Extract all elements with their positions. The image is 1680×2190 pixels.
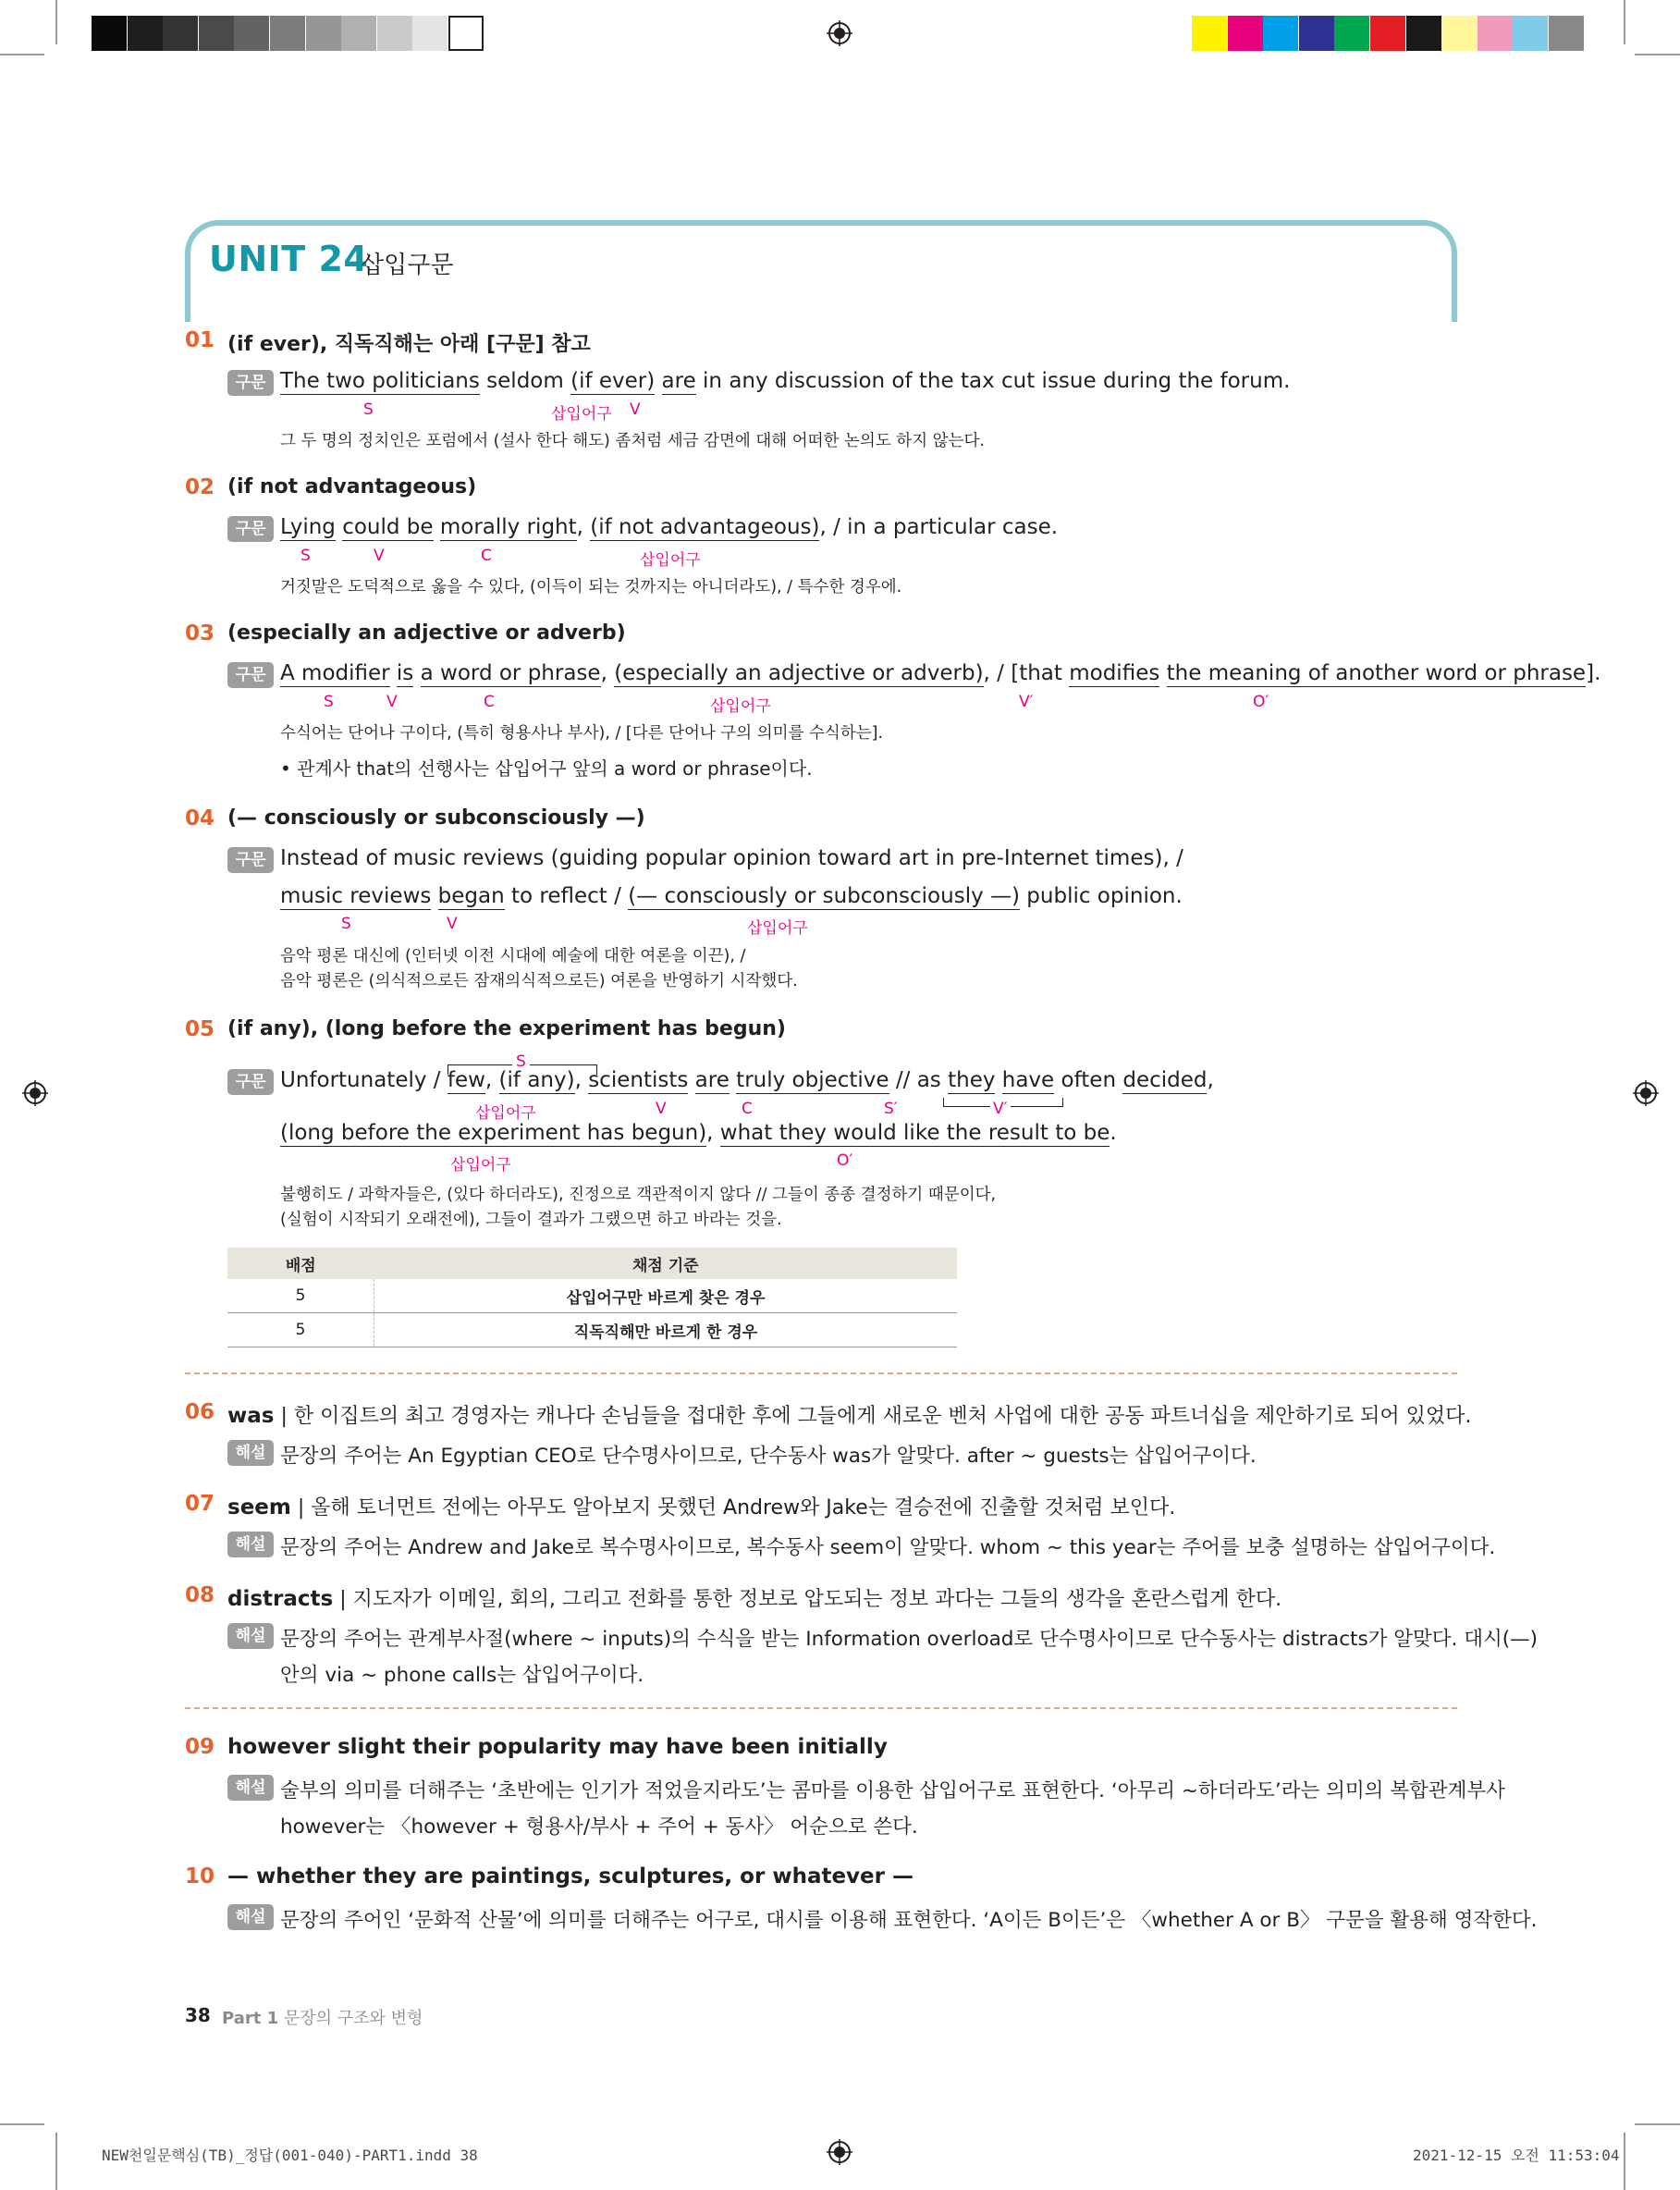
color-swatch	[92, 16, 127, 51]
answer-line: distracts | 지도자가 이메일, 회의, 그리고 전화를 통한 정보로 압도되는 정보 과다는 그들의 생각을 혼란스럽게 한다.	[227, 1587, 1282, 1611]
question-number: 08	[185, 1583, 215, 1607]
grammar-tag: S′	[884, 1100, 898, 1118]
grammar-note: • 관계사 that의 선행사는 삽입어구 앞의 a word or phrase이다.	[280, 757, 813, 780]
question-heading: (— consciously or subconsciously —)	[227, 806, 645, 830]
grammar-tag: V	[374, 547, 385, 565]
question-number: 09	[185, 1735, 215, 1759]
table-row	[227, 1279, 957, 1313]
haeseol-badge: 해설	[227, 1532, 274, 1557]
crop-mark	[1624, 2133, 1625, 2190]
korean-translation: 수식어는 단어나 구이다, (특히 형용사나 부사), / [다른 단어나 구의 의미를 수식하는].	[280, 724, 884, 743]
registration-mark-icon	[22, 1080, 48, 1106]
color-swatch	[412, 16, 448, 51]
korean-translation: 거짓말은 도덕적으로 옳을 수 있다, (이득이 되는 것까지는 아니더라도), / 특수한 경우에.	[280, 578, 902, 597]
grammar-tag: S	[300, 547, 311, 565]
haeseol-badge: 해설	[227, 1775, 274, 1801]
table-header: 채점 기준	[374, 1248, 958, 1279]
question-number: 03	[185, 621, 215, 646]
grammar-tag: V	[656, 1100, 667, 1118]
grammar-tag: C	[742, 1100, 753, 1118]
file-slug: NEW천일문핵심(TB)_정답(001-040)-PART1.indd 38	[102, 2147, 478, 2164]
color-swatch	[1263, 16, 1298, 51]
color-swatch	[377, 16, 412, 51]
grammar-tag: 삽입어구	[475, 1104, 536, 1123]
explanation: 문장의 주어는 An Egyptian CEO로 단수명사이므로, 단수동사 was가 알맞다. after ~ guests는 삽입어구이다.	[280, 1445, 1257, 1468]
color-swatch	[234, 16, 269, 51]
grammar-tag: V	[447, 915, 458, 933]
color-swatch	[1299, 16, 1334, 51]
example-sentence-line2: music reviews began to reflect / (— consciously or subconsciously —) public opinion.	[280, 884, 1183, 908]
gumun-badge: 구문	[227, 847, 274, 873]
crop-mark	[55, 0, 57, 44]
grammar-tag: S	[324, 693, 334, 711]
crop-mark	[0, 54, 44, 55]
explanation: 문장의 주어는 관계부사절(where ~ inputs)의 수식을 받는 Information overload로 단수명사이므로 단수동사는 distracts가 알맞다. 대시(—)	[280, 1628, 1539, 1651]
running-footer: Part 1 문장의 구조와 변형	[222, 2009, 423, 2028]
grammar-tag: V	[386, 693, 398, 711]
page-number: 38	[185, 2004, 211, 2026]
section-divider	[185, 1372, 1457, 1374]
color-swatch	[1370, 16, 1405, 51]
color-swatch	[1228, 16, 1263, 51]
haeseol-badge: 해설	[227, 1904, 274, 1930]
explanation: 안의 via ~ phone calls는 삽입어구이다.	[280, 1664, 644, 1687]
korean-translation: 음악 평론 대신에 (인터넷 이전 시대에 예술에 대한 여론을 이끈), /	[280, 947, 746, 966]
explanation: 술부의 의미를 더해주는 ‘초반에는 인기가 적었을지라도’는 콤마를 이용한 삽입어구로 표현한다. ‘아무리 ~하더라도’라는 의미의 복합관계부사	[280, 1779, 1505, 1802]
question-number: 01	[185, 328, 215, 352]
table-cell: 삽입어구만 바르게 찾은 경우	[374, 1279, 958, 1313]
grammar-tag: O′	[837, 1151, 853, 1170]
color-swatch	[1406, 16, 1441, 51]
example-sentence-line1: Unfortunately / few, (if any), scientists are truly objective // as they have often decided,	[280, 1068, 1214, 1092]
color-swatch	[1513, 16, 1548, 51]
table-header: 배점	[227, 1248, 374, 1279]
grammar-tag: O′	[1253, 693, 1269, 711]
question-number: 06	[185, 1400, 215, 1424]
table-cell: 직독직해만 바르게 한 경우	[374, 1313, 958, 1347]
question-heading: (especially an adjective or adverb)	[227, 621, 626, 645]
registration-mark-icon	[827, 2139, 852, 2165]
grammar-tag: 삽입어구	[551, 405, 612, 424]
answer-line: — whether they are paintings, sculptures, or whatever —	[227, 1864, 914, 1889]
color-swatch	[306, 16, 341, 51]
registration-mark-icon	[1633, 1080, 1659, 1106]
grammar-tag: 삽입어구	[710, 697, 771, 716]
explanation: 문장의 주어인 ‘문화적 산물’에 의미를 더해주는 어구로, 대시를 이용해 표현한다. ‘A이든 B이든’은 〈whether A or B〉 구문을 활용해 영작한다.	[280, 1909, 1538, 1932]
grammar-tag: V′	[990, 1100, 1011, 1118]
haeseol-badge: 해설	[227, 1440, 274, 1466]
korean-translation: 불행히도 / 과학자들은, (있다 하더라도), 진정으로 객관적이지 않다 // 그들이 종종 결정하기 때문이다,	[280, 1186, 997, 1204]
color-swatch	[1478, 16, 1513, 51]
color-swatch	[341, 16, 376, 51]
grammar-tag: S	[341, 915, 351, 933]
grammar-tag: C	[481, 547, 492, 565]
gumun-badge: 구문	[227, 370, 274, 396]
table-cell: 5	[227, 1279, 374, 1313]
example-sentence: Lying could be morally right, (if not advantageous), / in a particular case.	[280, 515, 1059, 539]
table-cell: 5	[227, 1313, 374, 1347]
question-number: 05	[185, 1017, 215, 1041]
color-swatch	[1549, 16, 1584, 51]
color-swatch	[128, 16, 163, 51]
color-swatch	[1192, 16, 1227, 51]
question-heading: (if not advantageous)	[227, 475, 477, 498]
question-heading: (if ever), 직독직해는 아래 [구문] 참고	[227, 333, 591, 356]
korean-translation: 음악 평론은 (의식적으로든 잠재의식적으로든) 여론을 반영하기 시작했다.	[280, 972, 798, 990]
example-sentence-line1: Instead of music reviews (guiding popular opinion toward art in pre-Internet times), /	[280, 846, 1183, 870]
question-number: 07	[185, 1492, 215, 1516]
table-row	[227, 1313, 957, 1347]
example-sentence-line2: (long before the experiment has begun), what they would like the result to be.	[280, 1121, 1117, 1145]
crop-mark	[1624, 0, 1625, 44]
gumun-badge: 구문	[227, 662, 274, 688]
korean-translation: (실험이 시작되기 오래전에), 그들이 결과가 그랬으면 하고 바라는 것을.	[280, 1211, 782, 1229]
answer-line: seem | 올해 토너먼트 전에는 아무도 알아보지 못했던 Andrew와 Jake는 결승전에 진출할 것처럼 보인다.	[227, 1495, 1176, 1519]
grammar-tag: V′	[1019, 693, 1034, 711]
gumun-badge: 구문	[227, 516, 274, 542]
question-number: 10	[185, 1864, 215, 1889]
grammar-tag: C	[484, 693, 495, 711]
haeseol-badge: 해설	[227, 1623, 274, 1649]
registration-mark-icon	[827, 20, 852, 46]
color-swatch	[1334, 16, 1369, 51]
unit-subtitle: 삽입구문	[361, 252, 454, 279]
grammar-tag: 삽입어구	[640, 551, 701, 570]
color-swatch	[199, 16, 234, 51]
color-swatch	[270, 16, 305, 51]
grammar-tag: S	[363, 400, 374, 419]
section-divider	[185, 1707, 1457, 1709]
example-sentence: A modifier is a word or phrase, (especially an adjective or adverb), / [that modifies the meaning of another word or phrase].	[280, 661, 1601, 685]
explanation: 문장의 주어는 Andrew and Jake로 복수명사이므로, 복수동사 seem이 알맞다. whom ~ this year는 주어를 보충 설명하는 삽입어구이다.	[280, 1536, 1496, 1559]
table-header-row	[227, 1248, 957, 1279]
gumun-badge: 구문	[227, 1069, 274, 1095]
crop-mark	[55, 2133, 57, 2190]
scoring-table	[227, 1248, 957, 1347]
grammar-tag: 삽입어구	[747, 919, 808, 938]
grammar-tag: S	[512, 1052, 530, 1071]
unit-title: UNIT 24	[209, 239, 369, 279]
explanation: however는 〈however + 형용사/부사 + 주어 + 동사〉 어순으로 쓴다.	[280, 1815, 918, 1839]
question-number: 02	[185, 475, 215, 499]
color-swatch	[1441, 16, 1477, 51]
crop-mark	[1635, 2123, 1680, 2125]
color-swatch	[163, 16, 198, 51]
question-number: 04	[185, 806, 215, 830]
korean-translation: 그 두 명의 정치인은 포럼에서 (설사 한다 해도) 좀처럼 세금 감면에 대해 어떠한 논의도 하지 않는다.	[280, 432, 985, 450]
color-swatch	[448, 16, 484, 51]
question-heading: (if any), (long before the experiment has begun)	[227, 1017, 786, 1040]
crop-mark	[1635, 54, 1680, 55]
answer-line: however slight their popularity may have been initially	[227, 1735, 888, 1759]
grammar-tag: 삽입어구	[450, 1156, 511, 1175]
grammar-tag: V	[630, 400, 641, 419]
example-sentence: The two politicians seldom (if ever) are in any discussion of the tax cut issue during the forum.	[280, 369, 1291, 393]
answer-line: was | 한 이집트의 최고 경영자는 캐나다 손님들을 접대한 후에 그들에게 새로운 벤처 사업에 대한 공동 파트너십을 제안하기로 되어 있었다.	[227, 1404, 1472, 1428]
print-timestamp: 2021-12-15 오전 11:53:04	[1413, 2147, 1620, 2164]
crop-mark	[0, 2123, 44, 2125]
